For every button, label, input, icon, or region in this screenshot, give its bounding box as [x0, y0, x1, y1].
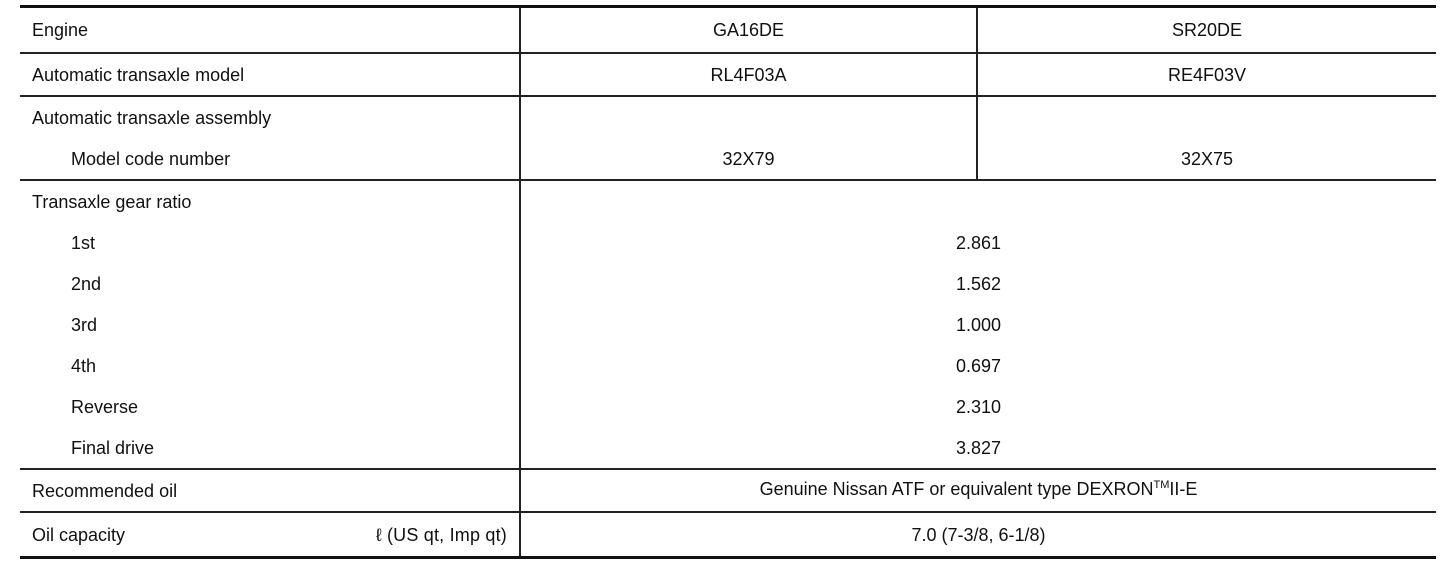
transaxle-assembly-row	[20, 96, 1436, 138]
engine-ga16de: GA16DE	[520, 7, 977, 54]
gear-label: 1st	[20, 222, 520, 263]
assembly-blank-a	[520, 96, 977, 138]
model-code-label: Model code number	[20, 138, 520, 180]
gear-label: 2nd	[20, 263, 520, 304]
gear-value: 1.000	[955, 314, 1002, 335]
oil-capacity-label-cell	[20, 512, 520, 558]
gear-row-2nd	[20, 263, 1436, 304]
oil-capacity-value: 7.0 (7-3/8, 6-1/8)	[520, 512, 1436, 558]
recommended-oil-value	[520, 469, 1436, 512]
gear-value: 1.562	[955, 273, 1002, 294]
gear-row-final-drive	[20, 427, 1436, 469]
oil-capacity-label: Oil capacity	[32, 524, 126, 545]
engine-label: Engine	[20, 7, 520, 54]
recommended-oil-label: Recommended oil	[20, 469, 520, 512]
gear-row-4th	[20, 345, 1436, 386]
gear-value: 2.310	[955, 396, 1002, 417]
gear-row-1st	[20, 222, 1436, 263]
assembly-blank-b	[977, 96, 1436, 138]
gear-ratio-label: Transaxle gear ratio	[20, 180, 520, 222]
oil-capacity-row	[20, 512, 1436, 558]
gear-row-reverse	[20, 386, 1436, 427]
gear-label: 3rd	[20, 304, 520, 345]
gear-label: Final drive	[20, 427, 520, 469]
model-code-row	[20, 138, 1436, 180]
model-code-b: 32X75	[977, 138, 1436, 180]
specifications-table	[20, 5, 1436, 559]
engine-row	[20, 7, 1436, 54]
gear-label: 4th	[20, 345, 520, 386]
oil-value-prefix: Genuine Nissan ATF or equivalent type DEXRON	[759, 479, 1154, 499]
gear-value: 2.861	[955, 232, 1002, 253]
recommended-oil-row	[20, 469, 1436, 512]
gear-label: Reverse	[20, 386, 520, 427]
model-code-a: 32X79	[520, 138, 977, 180]
gear-ratio-heading-row	[20, 180, 1436, 222]
oil-value-suffix: II-E	[1169, 479, 1198, 499]
transaxle-model-label: Automatic transaxle model	[20, 53, 520, 96]
trademark-mark: TM	[1153, 479, 1170, 491]
transaxle-assembly-label: Automatic transaxle assembly	[20, 96, 520, 138]
gear-row-3rd	[20, 304, 1436, 345]
gear-value: 3.827	[520, 427, 1436, 469]
gear-value: 0.697	[955, 355, 1002, 376]
oil-capacity-unit: ℓ (US qt, Imp qt)	[375, 524, 507, 545]
engine-sr20de: SR20DE	[977, 7, 1436, 54]
gear-ratio-blank	[520, 180, 1436, 222]
transaxle-model-row	[20, 53, 1436, 96]
transaxle-model-b: RE4F03V	[977, 53, 1436, 96]
transaxle-model-a: RL4F03A	[520, 53, 977, 96]
